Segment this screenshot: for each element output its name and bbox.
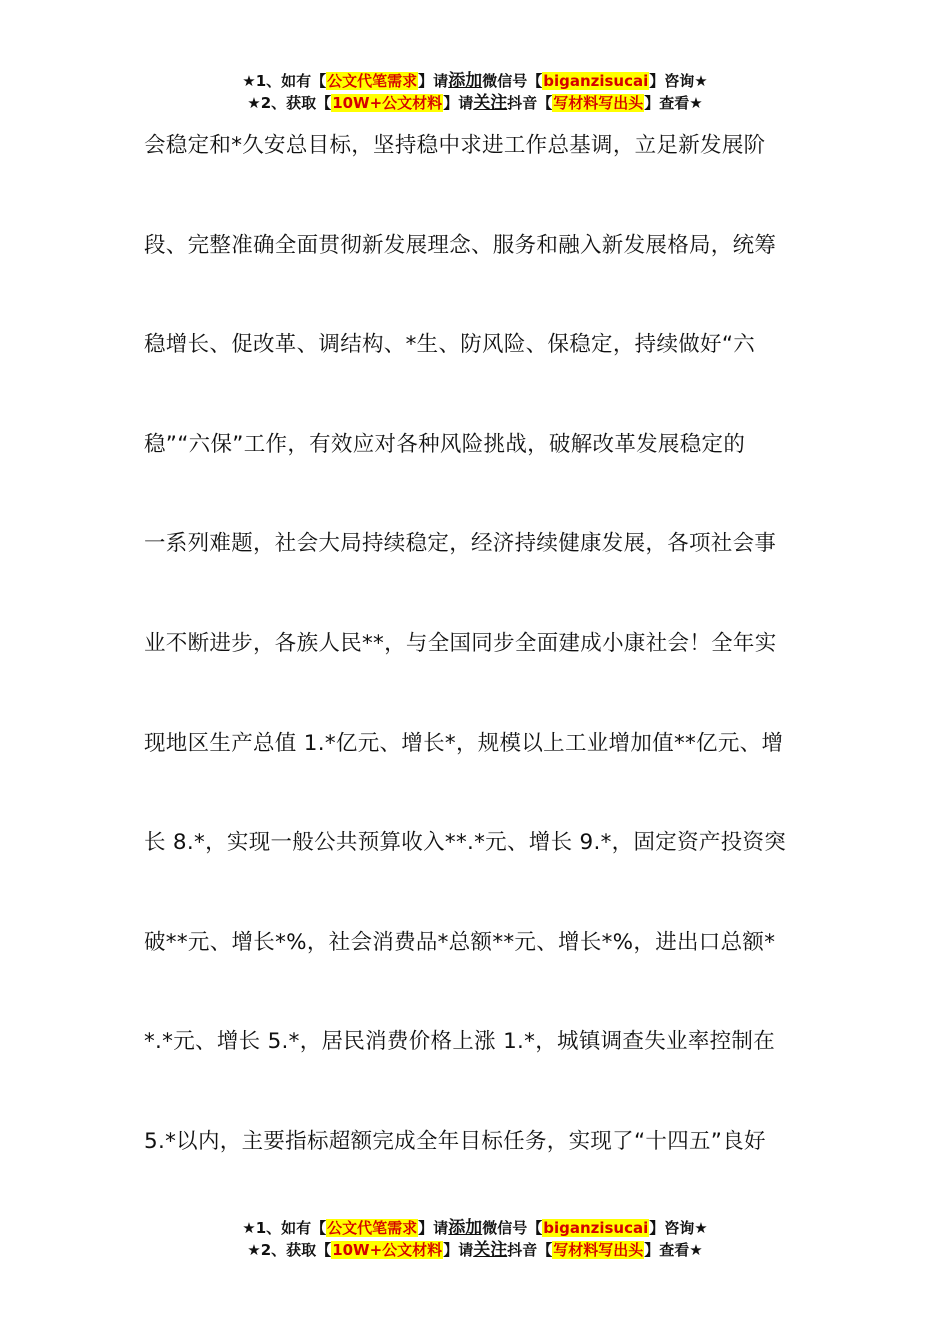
banner-line-1-mid: 】请 [418, 1219, 449, 1237]
banner-line-2-suffix: 】查看★ [644, 94, 703, 112]
banner-line-1-suffix: 】咨询★ [649, 1219, 708, 1237]
body-line: 长 8.*，实现一般公共预算收入**.*元、增长 9.*，固定资产投资突 [144, 830, 787, 856]
banner-line-1-prefix: ★1、如有【 [242, 72, 327, 90]
banner-highlight-service: 公文代笔需求 [327, 1219, 418, 1237]
body-line: *.*元、增长 5.*，居民消费价格上涨 1.*，城镇调查失业率控制在 [144, 1029, 776, 1055]
banner-line-2-mid2: 抖音【 [507, 1241, 553, 1259]
banner-line-2-mid: 】请 [443, 1241, 474, 1259]
banner-emphasis-follow: 关注 [473, 93, 508, 113]
banner-line-1-suffix: 】咨询★ [649, 72, 708, 90]
body-line: 稳”“六保”工作，有效应对各种风险挑战，破解改革发展稳定的 [144, 431, 746, 457]
footer-banner [0, 1217, 950, 1261]
body-line: 业不断进步，各族人民**，与全国同步全面建成小康社会！全年实 [144, 630, 777, 656]
body-line: 一系列难题，社会大局持续稳定，经济持续健康发展，各项社会事 [144, 531, 777, 557]
banner-line-2-prefix: ★2、获取【 [247, 1241, 332, 1259]
banner-emphasis-follow: 关注 [473, 1240, 508, 1260]
banner-line-2 [0, 1239, 950, 1261]
banner-highlight-materials: 10W+公文材料 [332, 1241, 443, 1259]
banner-line-2-prefix: ★2、获取【 [247, 94, 332, 112]
header-banner [0, 70, 950, 114]
banner-line-1-mid: 】请 [418, 72, 449, 90]
banner-line-1 [0, 70, 950, 92]
banner-line-2-suffix: 】查看★ [644, 1241, 703, 1259]
banner-line-1-prefix: ★1、如有【 [242, 1219, 327, 1237]
banner-highlight-douyin-account: 写材料写出头 [553, 1241, 644, 1259]
document-body [144, 126, 814, 1222]
body-line: 会稳定和*久安总目标，坚持稳中求进工作总基调，立足新发展阶 [144, 133, 766, 158]
banner-line-2 [0, 92, 950, 114]
banner-line-2-mid: 】请 [443, 94, 474, 112]
banner-highlight-service: 公文代笔需求 [327, 72, 418, 90]
body-line: 现地区生产总值 1.*亿元、增长*，规模以上工业增加值**亿元、增 [144, 730, 784, 756]
banner-highlight-wechat-id: biganzisucai [543, 1219, 649, 1237]
banner-line-2-mid2: 抖音【 [507, 94, 553, 112]
body-line: 5.*以内，主要指标超额完成全年目标任务，实现了“十四五”良好 [144, 1128, 766, 1154]
banner-highlight-wechat-id: biganzisucai [543, 72, 649, 90]
body-line: 段、完整准确全面贯彻新发展理念、服务和融入新发展格局，统筹 [144, 232, 777, 258]
banner-emphasis-add: 添加 [448, 71, 483, 91]
banner-emphasis-add: 添加 [448, 1218, 483, 1238]
banner-line-1-mid2: 微信号【 [482, 1219, 543, 1237]
body-line: 破**元、增长*%，社会消费品*总额**元、增长*%，进出口总额* [144, 929, 776, 955]
banner-line-1-mid2: 微信号【 [482, 72, 543, 90]
banner-highlight-materials: 10W+公文材料 [332, 94, 443, 112]
banner-highlight-douyin-account: 写材料写出头 [553, 94, 644, 112]
banner-line-1 [0, 1217, 950, 1239]
body-line: 稳增长、促改革、调结构、*生、防风险、保稳定，持续做好“六 [144, 332, 756, 358]
